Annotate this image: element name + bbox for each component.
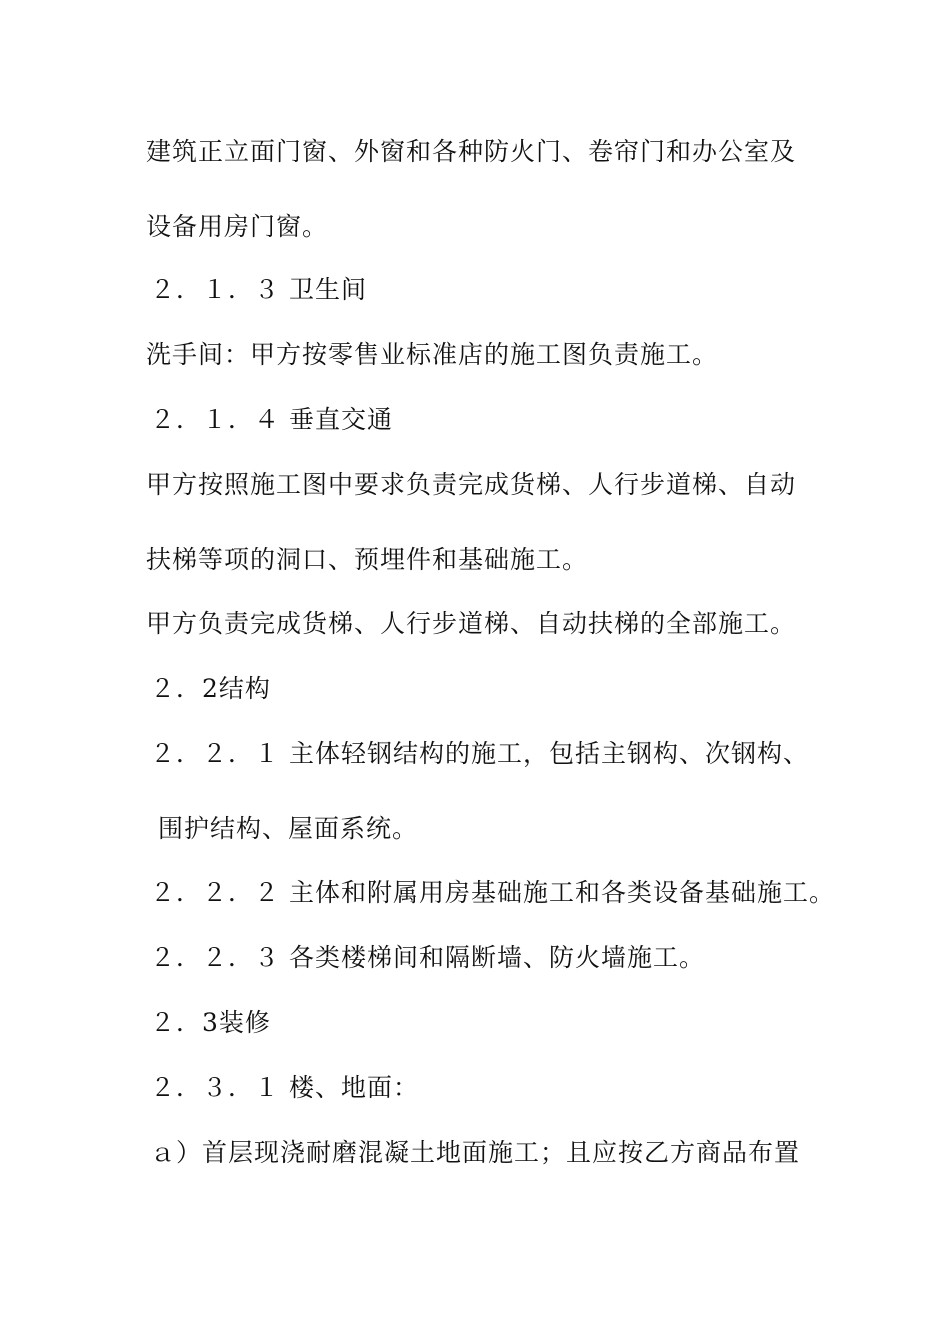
paragraph-line: 甲方按照施工图中要求负责完成货梯、人行步道梯、自动 [146,470,797,499]
paragraph-line: 围护结构、屋面系统。 [158,814,419,843]
list-item: ａ）首层现浇耐磨混凝土地面施工；且应按乙方商品布置 [150,1138,801,1167]
section-heading: ２．１．３ 卫生间 [150,275,367,304]
section-heading: ２．2结构 [150,674,271,703]
paragraph-line: 建筑正立面门窗、外窗和各种防火门、卷帘门和办公室及 [146,137,797,166]
section-heading: ２．１．４ 垂直交通 [150,405,393,434]
section-heading: ２．２．３ 各类楼梯间和隔断墙、防火墙施工。 [150,943,705,972]
section-heading: ２．３．１ 楼、地面： [150,1073,419,1102]
paragraph-line: 设备用房门窗。 [146,212,329,241]
section-heading: ２．3装修 [150,1008,271,1037]
section-heading: ２．２．２ 主体和附属用房基础施工和各类设备基础施工。 [150,878,835,907]
paragraph-line: 甲方负责完成货梯、人行步道梯、自动扶梯的全部施工。 [146,609,797,638]
paragraph-line: 洗手间：甲方按零售业标准店的施工图负责施工。 [146,340,719,369]
paragraph-line: 扶梯等项的洞口、预埋件和基础施工。 [146,545,589,574]
section-heading: ２．２．１ 主体轻钢结构的施工，包括主钢构、次钢构、 [150,739,809,768]
